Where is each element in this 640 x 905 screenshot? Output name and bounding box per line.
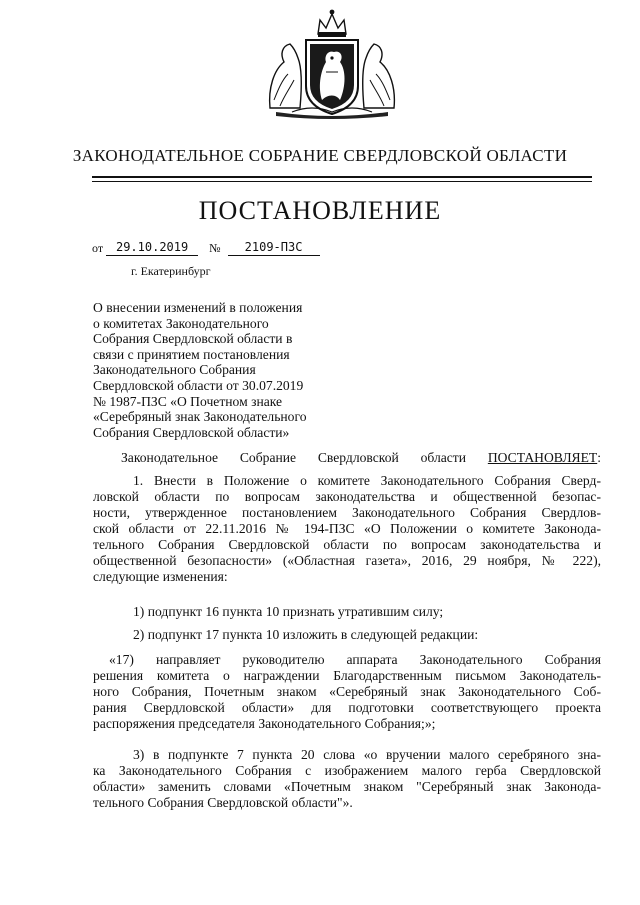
- quote-line: решения комитета о награждении Благодарственным письмом Законодатель-: [93, 668, 601, 683]
- date-prefix: от: [92, 241, 104, 255]
- paragraph-line: тельного Собрания Свердловской области по вопросам законодательства и: [93, 537, 601, 552]
- document-title: ПОСТАНОВЛЕНИЕ: [198, 196, 442, 225]
- subject-line: Собрания Свердловской области»: [93, 424, 290, 440]
- quote-line: ного Собрания, Почетным знаком «Серебряный знак Законодательного Соб-: [93, 684, 601, 699]
- document-number: 2109-ПЗС: [228, 240, 320, 256]
- paragraph-1: [93, 473, 601, 585]
- paragraph-line: ловской области по вопросам законодательства и общественной безопас-: [93, 489, 601, 504]
- item-line: области» заменить словами «Почетным знаком "Серебряный знак Законода-: [93, 779, 601, 794]
- quoted-amendment: [93, 652, 601, 732]
- item-line: 3) в подпункте 7 пункта 20 слова «о вручении малого серебряного зна-: [133, 747, 601, 762]
- coat-of-arms-emblem: [262, 8, 402, 120]
- subject-line: О внесении изменений в положения: [93, 300, 303, 315]
- preamble-colon: :: [597, 450, 601, 465]
- city: г. Екатеринбург: [131, 264, 211, 278]
- item-line: тельного Собрания Свердловской области"».: [93, 795, 353, 810]
- paragraph-line: ской области от 22.11.2016 № 194-ПЗС «О Положении о комитете Законода-: [93, 521, 601, 536]
- item-3: [93, 747, 601, 811]
- item-text: 2) подпункт 17 пункта 10 изложить в следующей редакции:: [133, 627, 479, 642]
- paragraph-line: общественной безопасности» («Областная газета», 2016, 29 ноября, № 222),: [93, 553, 601, 568]
- header-divider-thick: [92, 176, 592, 178]
- subject-line: Собрания Свердловской области в: [93, 331, 293, 347]
- header-divider-thin: [92, 181, 592, 182]
- subject-line: «Серебряный знак Законодательного: [93, 409, 307, 425]
- item-1: [93, 604, 601, 620]
- preamble: [93, 450, 601, 466]
- subject-line: № 1987-ПЗС «О Почетном знаке: [93, 393, 283, 409]
- preamble-text: Законодательное Собрание Свердловской области: [121, 450, 488, 465]
- quote-line: рания Свердловской области» для подготовки соответствующего проекта: [93, 700, 601, 715]
- number-sign: №: [209, 241, 221, 255]
- paragraph-line: ности, утвержденное постановлением Законодательного Собрания Свердлов-: [93, 505, 601, 520]
- subject-line: Законодательного Собрания: [93, 362, 256, 378]
- quote-line: распоряжения председателя Законодательного Собрания;»;: [93, 716, 436, 731]
- quote-line: «17) направляет руководителю аппарата Законодательного Собрания: [109, 652, 601, 667]
- item-text: 1) подпункт 16 пункта 10 признать утратившим силу;: [133, 604, 444, 619]
- date-number-line: [92, 240, 320, 256]
- subject-line: о комитетах Законодательного: [93, 315, 269, 331]
- item-line: ка Законодательного Собрания с изображением малого герба Свердловской: [93, 763, 601, 778]
- subject-line: связи с принятием постановления: [93, 346, 290, 362]
- document-subject: [93, 300, 363, 440]
- document-date: 29.10.2019: [106, 240, 198, 256]
- paragraph-line: следующие изменения:: [93, 569, 228, 584]
- subject-line: Свердловской области от 30.07.2019: [93, 377, 304, 393]
- organization-name: ЗАКОНОДАТЕЛЬНОЕ СОБРАНИЕ СВЕРДЛОВСКОЙ ОБЛАСТИ: [72, 146, 568, 165]
- paragraph-line: 1. Внести в Положение о комитете Законодательного Собрания Сверд-: [133, 473, 601, 488]
- preamble-verb: ПОСТАНОВЛЯЕТ: [487, 450, 598, 465]
- item-2: [93, 627, 601, 643]
